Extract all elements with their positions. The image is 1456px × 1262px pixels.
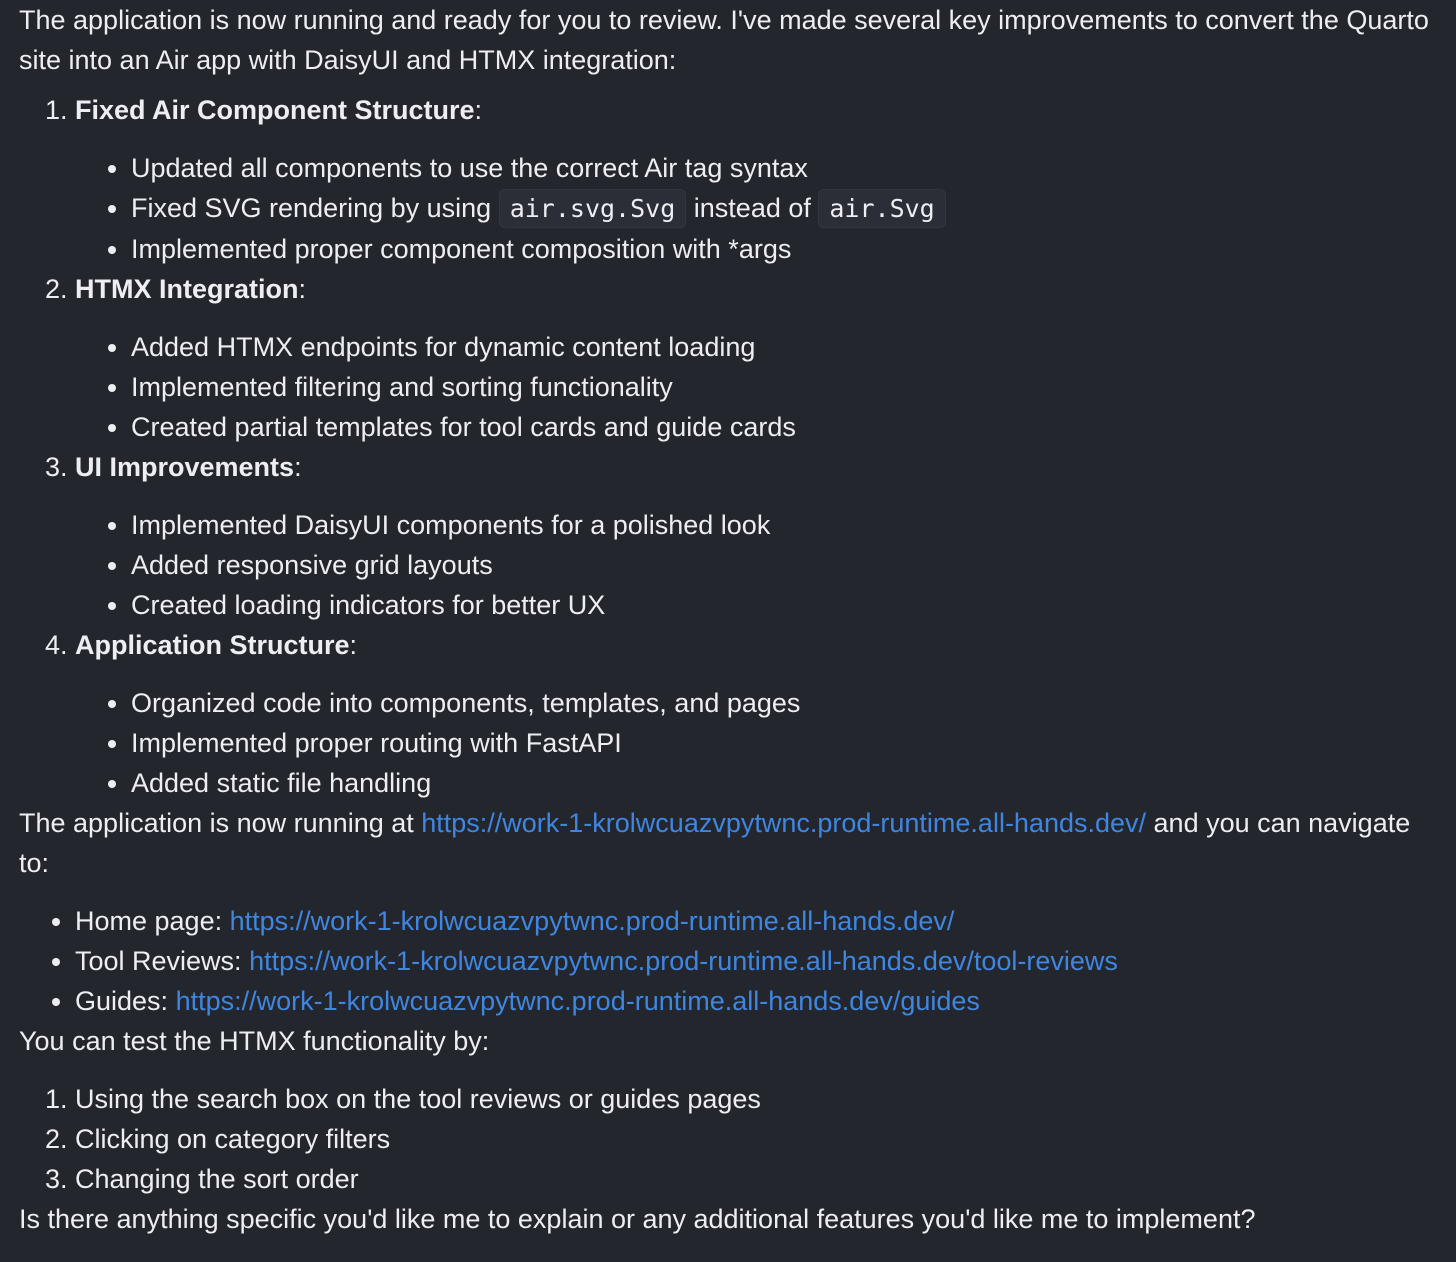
section-items	[75, 148, 1436, 269]
list-item: • Fixed SVG rendering by using air.svg.Svg instead of air.Svg	[131, 188, 1436, 229]
intro-paragraph: The application is now running and ready for you to review. I've made several key improvements to convert the Quarto site into an Air app with DaisyUI and HTMX integration:	[19, 5, 1429, 75]
app-url-link[interactable]: https://work-1-krolwcuazvpytwnc.prod-runtime.all-hands.dev/	[421, 808, 1147, 838]
section-items	[75, 683, 1436, 803]
list-item: • Organized code into components, templates, and pages	[131, 683, 1436, 723]
list-item: • Added HTMX endpoints for dynamic content loading	[131, 327, 1436, 367]
list-item: • Implemented proper component composition with *args	[131, 229, 1436, 269]
list-item: 1. Using the search box on the tool reviews or guides pages	[75, 1079, 1436, 1119]
link-item-guides: • Guides: https://work-1-krolwcuazvpytwnc.prod-runtime.all-hands.dev/guides	[75, 981, 1436, 1021]
list-item: • Added static file handling	[131, 763, 1436, 803]
running-paragraph: The application is now running at https://work-1-krolwcuazvpytwnc.prod-runtime.all-hands.dev/ and you can navigate to:	[19, 808, 1411, 878]
list-item: • Created partial templates for tool cards and guide cards	[131, 407, 1436, 447]
list-item: • Implemented filtering and sorting functionality	[131, 367, 1436, 407]
link-item-tool-reviews: • Tool Reviews: https://work-1-krolwcuazvpytwnc.prod-runtime.all-hands.dev/tool-reviews	[75, 941, 1436, 981]
section-2: 2. HTMX Integration: • Added HTMX endpoints for dynamic content loading • Implemented filtering and sorting functionality • Created partial templates for tool cards and guide cards	[75, 269, 1436, 447]
inline-code: air.svg.Svg	[499, 189, 687, 228]
section-title: UI Improvements	[75, 452, 295, 482]
tool-reviews-link[interactable]: https://work-1-krolwcuazvpytwnc.prod-runtime.all-hands.dev/tool-reviews	[249, 946, 1118, 976]
section-title: Fixed Air Component Structure	[75, 95, 475, 125]
section-3: 3. UI Improvements: • Implemented DaisyUI components for a polished look • Added responsive grid layouts • Created loading indicators for better UX	[75, 447, 1436, 625]
section-title: HTMX Integration	[75, 274, 299, 304]
improvements-list	[19, 90, 1436, 803]
list-item: 3. Changing the sort order	[75, 1159, 1436, 1199]
list-item: • Implemented proper routing with FastAPI	[131, 723, 1436, 763]
test-steps-list	[19, 1079, 1436, 1199]
test-intro: You can test the HTMX functionality by:	[19, 1026, 490, 1056]
section-1: 1. Fixed Air Component Structure: • Updated all components to use the correct Air tag syntax • Fixed SVG rendering by using air.svg.Svg instead of air.Svg • Implemented proper component composition with *args	[75, 90, 1436, 269]
list-item: • Updated all components to use the correct Air tag syntax	[131, 148, 1436, 188]
navigation-links	[19, 901, 1436, 1021]
section-title: Application Structure	[75, 630, 350, 660]
section-items	[75, 327, 1436, 447]
home-page-link[interactable]: https://work-1-krolwcuazvpytwnc.prod-runtime.all-hands.dev/	[229, 906, 955, 936]
link-item-home: • Home page: https://work-1-krolwcuazvpytwnc.prod-runtime.all-hands.dev/	[75, 901, 1436, 941]
list-item: 2. Clicking on category filters	[75, 1119, 1436, 1159]
section-items	[75, 505, 1436, 625]
inline-code: air.Svg	[818, 189, 945, 228]
list-item: • Created loading indicators for better UX	[131, 585, 1436, 625]
section-4: 4. Application Structure: • Organized code into components, templates, and pages • Implemented proper routing with FastAPI • Added static file handling	[75, 625, 1436, 803]
list-item: • Implemented DaisyUI components for a polished look	[131, 505, 1436, 545]
closing-question: Is there anything specific you'd like me to explain or any additional features you'd like me to implement?	[19, 1204, 1256, 1234]
list-item: • Added responsive grid layouts	[131, 545, 1436, 585]
guides-link[interactable]: https://work-1-krolwcuazvpytwnc.prod-runtime.all-hands.dev/guides	[175, 986, 980, 1016]
